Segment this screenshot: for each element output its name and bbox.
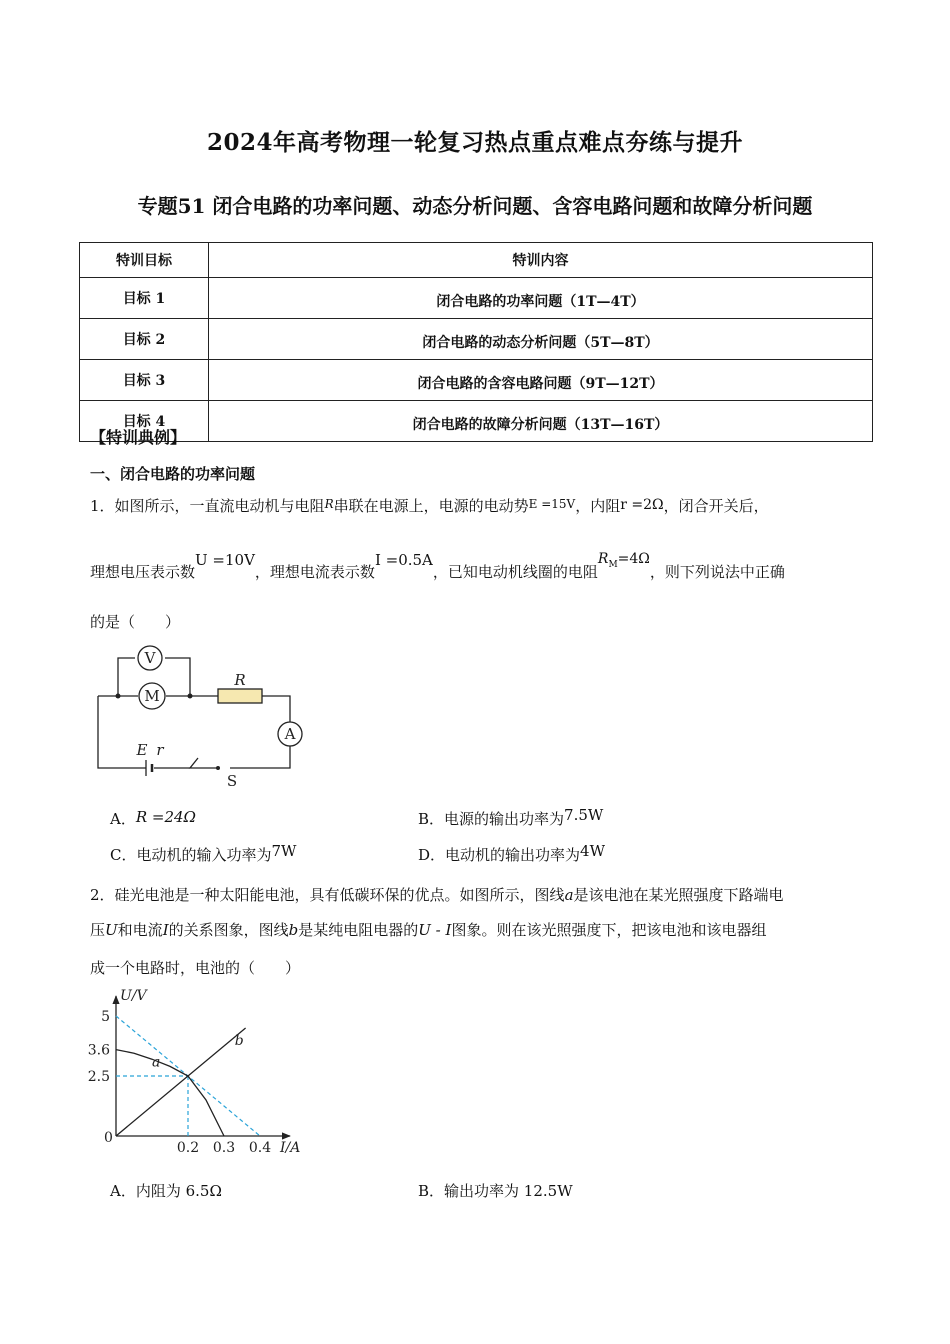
series-b-label: b: [234, 1032, 244, 1049]
q1-text: 理想电压表示数: [90, 563, 196, 581]
q1-internal-resistance: r =2Ω: [620, 497, 664, 513]
q2-text: 的关系图象，图线: [168, 921, 289, 939]
option-math: 7W: [271, 842, 297, 860]
option-label: B．: [418, 810, 445, 828]
x-tick-label: 0.2: [176, 1140, 200, 1156]
q1-text: ，则下列说法中正确: [649, 563, 785, 581]
circuit-switch: [190, 758, 218, 768]
table-cell-goal: 目标 3: [80, 360, 209, 401]
q2-option-a[interactable]: [110, 1180, 222, 1201]
table-cell-content: 闭合电路的含容电路问题（9T—12T）: [209, 360, 873, 401]
q1-option-d[interactable]: [418, 844, 605, 865]
q2-number: 2．: [90, 886, 115, 904]
ammeter-label: A: [284, 725, 296, 743]
training-goals-table: [79, 242, 873, 442]
table-cell-goal: 目标 2: [80, 319, 209, 360]
q1-current: I =0.5A: [374, 551, 433, 569]
q1-motor-resistance: R: [597, 551, 609, 567]
option-text: 电动机的输出功率为: [445, 846, 581, 864]
circuit-wire: [118, 658, 135, 696]
switch-contact: [216, 766, 220, 770]
q2-text: 和电流: [117, 921, 163, 939]
q2-symbol: b: [288, 921, 299, 939]
section-heading: 一、闭合电路的功率问题: [90, 465, 256, 483]
q1-option-a[interactable]: [110, 808, 196, 829]
table-cell-content: 闭合电路的动态分析问题（5T—8T）: [209, 319, 873, 360]
q1-motor-resistance-sub: M: [608, 560, 618, 570]
switch-label: S: [226, 772, 238, 790]
y-tick-label: 2.5: [87, 1069, 110, 1085]
topic-subtitle: 专题51 闭合电路的功率问题、动态分析问题、含容电路问题和故障分析问题: [137, 194, 813, 218]
circuit-wire: [262, 696, 290, 722]
q2-symbol: U - I: [418, 921, 452, 939]
q2-symbol: a: [564, 886, 574, 904]
option-text: 输出功率为 12.5W: [444, 1182, 573, 1200]
q2-line-1: [90, 884, 784, 905]
y-tick-label: 5: [101, 1009, 110, 1025]
table-cell-content: 闭合电路的功率问题（1T—4T）: [209, 278, 873, 319]
circuit-node: [116, 694, 121, 699]
q1-emf: E =15V: [528, 497, 576, 511]
table-row: [80, 278, 873, 319]
table-row: [80, 401, 873, 442]
q2-line-3: 成一个电路时，电池的（ ）: [90, 959, 301, 977]
q1-text: 串联在电源上，电源的电动势: [333, 497, 529, 515]
q1-motor-resistance-value: =4Ω: [617, 551, 650, 567]
q2-symbol: U: [105, 921, 118, 939]
voltmeter-label: V: [144, 649, 156, 667]
motor-label: M: [144, 687, 160, 705]
q2-option-b[interactable]: [418, 1180, 573, 1201]
q1-voltage: U =10V: [195, 551, 255, 569]
x-tick-label: 0.4: [248, 1140, 272, 1156]
table-header-content: 特训内容: [209, 243, 873, 278]
option-label: A．: [110, 810, 136, 828]
table-cell-goal: 目标 4: [80, 401, 209, 442]
q2-text: 硅光电池是一种太阳能电池，具有低碳环保的优点。如图所示，图线: [114, 886, 565, 904]
option-math: 7.5W: [564, 806, 604, 824]
table-header-goal: 特训目标: [80, 243, 209, 278]
series-a-label: a: [152, 1054, 161, 1071]
q1-option-c[interactable]: [110, 844, 296, 865]
series-b-line: [116, 1028, 246, 1136]
y-axis-label: U/V: [120, 988, 147, 1004]
table-header-row: [80, 243, 873, 278]
origin-label: 0: [104, 1130, 113, 1146]
q1-line-1: [90, 496, 769, 517]
option-text: 电动机的输入功率为: [136, 846, 272, 864]
q2-symbol: I: [162, 921, 169, 939]
q1-text: ，闭合开关后，: [663, 497, 769, 515]
table-cell-content: 闭合电路的故障分析问题（13T—16T）: [209, 401, 873, 442]
option-label: D．: [418, 846, 446, 864]
circuit-node: [188, 694, 193, 699]
option-math: 4W: [580, 842, 606, 860]
q2-ui-graph: [80, 988, 310, 1158]
q2-text: 图象。则在该光照强度下，把该电池和该电器组: [451, 921, 767, 939]
table-row: [80, 360, 873, 401]
internal-r-label: r: [156, 741, 164, 759]
emf-label: E: [136, 741, 148, 759]
q1-number: 1．: [90, 497, 115, 515]
x-tick-label: 0.3: [212, 1140, 236, 1156]
option-math: R =24Ω: [135, 808, 196, 826]
table-cell-goal: 目标 1: [80, 278, 209, 319]
section-tag: 【特训典例】: [90, 428, 187, 447]
q2-text: 是某纯电阻电器的: [298, 921, 419, 939]
x-axis-label: I/A: [280, 1140, 301, 1156]
q1-option-b[interactable]: [418, 808, 603, 829]
resistor-symbol: [218, 689, 262, 703]
circuit-wire: [165, 658, 190, 696]
table-row: [80, 319, 873, 360]
page-title: 2024年高考物理一轮复习热点重点难点夯练与提升: [206, 129, 743, 156]
resistor-label: R: [234, 671, 246, 689]
q1-line-3: 的是（ ）: [90, 613, 181, 631]
option-text: 电源的输出功率为: [444, 810, 565, 828]
option-label: C．: [110, 846, 137, 864]
q1-text: ，理想电流表示数: [254, 563, 375, 581]
q1-symbol-r: R: [324, 497, 334, 511]
q1-text: ，已知电动机线圈的电阻: [432, 563, 598, 581]
q1-text: ，内阻: [575, 497, 621, 515]
q2-line-2: [90, 919, 766, 940]
q2-text: 是该电池在某光照强度下路端电: [573, 886, 784, 904]
option-text: 内阻为 6.5Ω: [135, 1182, 222, 1200]
y-tick-label: 3.6: [87, 1042, 110, 1059]
q1-circuit-diagram: [90, 640, 310, 790]
q2-text: 压: [90, 921, 106, 939]
option-label: B．: [418, 1182, 445, 1200]
option-label: A．: [110, 1182, 136, 1200]
q1-text: 如图所示，一直流电动机与电阻: [114, 497, 325, 515]
circuit-wire: [230, 746, 290, 768]
